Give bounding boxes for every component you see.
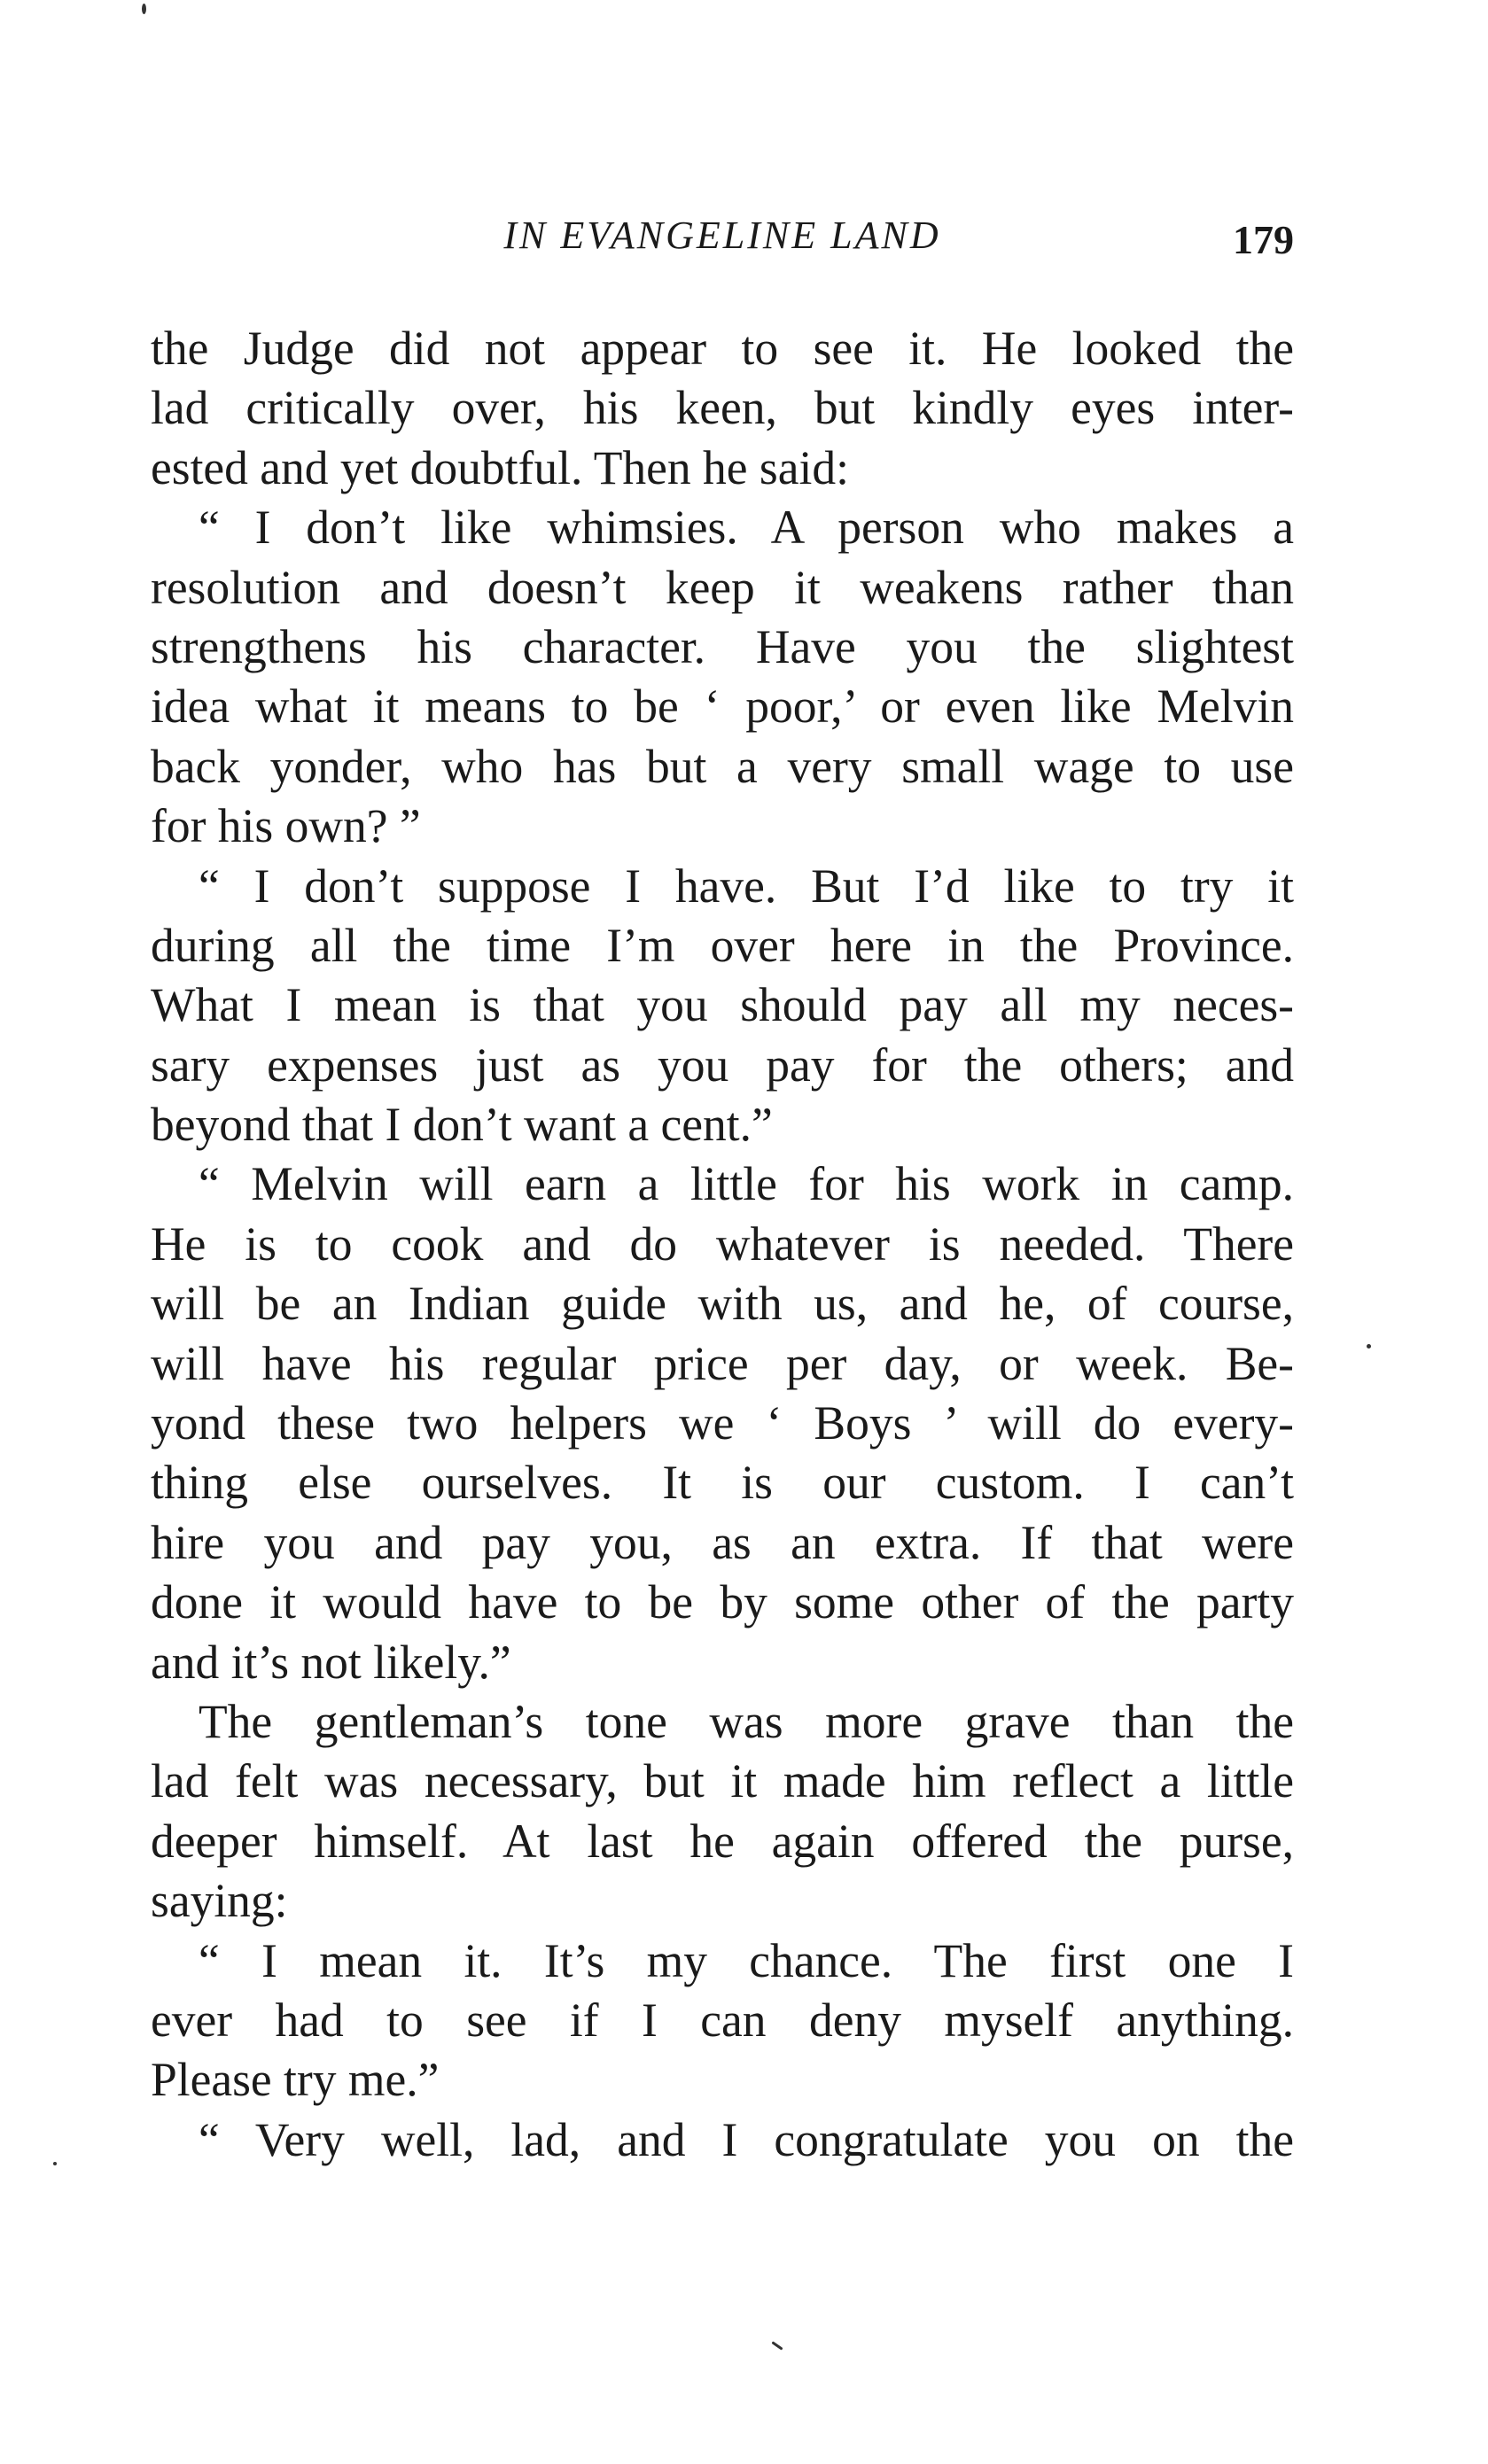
text-line: lad critically over, his keen, but kindly eyes inter- xyxy=(151,381,1294,435)
text-line: He is to cook and do whatever is needed. There xyxy=(151,1216,1294,1271)
text-line: “ I mean it. It’s my chance. The first one I xyxy=(199,1933,1294,1987)
text-line: during all the time I’m over here in the Province. xyxy=(151,918,1294,972)
body-text xyxy=(151,319,1294,2170)
text-line: saying: xyxy=(151,1874,288,1928)
text-line: back yonder, who has but a very small wage to use xyxy=(151,739,1294,793)
text-line: Please try me.” xyxy=(151,2053,440,2107)
text-line: done it would have to be by some other of the party xyxy=(151,1575,1294,1629)
text-line: deeper himself. At last he again offered the purse, xyxy=(151,1814,1294,1868)
text-line: thing else ourselves. It is our custom. I can’t xyxy=(151,1456,1294,1510)
text-line: The gentleman’s tone was more grave than the xyxy=(199,1694,1294,1748)
page-header xyxy=(151,213,1294,275)
scan-speck xyxy=(771,2341,783,2350)
text-line: “ I don’t suppose I have. But I’d like to try it xyxy=(199,859,1294,913)
text-line: will have his regular price per day, or week. Be- xyxy=(151,1336,1294,1390)
text-line: ever had to see if I can deny myself anything. xyxy=(151,1993,1294,2047)
text-line: and it’s not likely.” xyxy=(151,1635,511,1689)
text-line: hire you and pay you, as an extra. If that were xyxy=(151,1515,1294,1569)
text-line: strengthens his character. Have you the slightest xyxy=(151,619,1294,673)
text-line: sary expenses just as you pay for the others; and xyxy=(151,1038,1294,1092)
text-line: “ I don’t like whimsies. A person who makes a xyxy=(199,501,1294,555)
text-line: “ Very well, lad, and I congratulate you on the xyxy=(199,2112,1294,2166)
scan-speck xyxy=(142,4,146,14)
text-line: ested and yet doubtful. Then he said: xyxy=(151,440,849,494)
text-line: the Judge did not appear to see it. He looked the xyxy=(151,322,1294,375)
text-line: for his own? ” xyxy=(151,799,421,853)
text-line: “ Melvin will earn a little for his work in camp. xyxy=(199,1157,1294,1211)
text-line: idea what it means to be ‘ poor,’ or even like Melvin xyxy=(151,680,1294,734)
running-head: IN EVANGELINE LAND xyxy=(503,214,941,257)
page-number: 179 xyxy=(1233,217,1294,262)
scan-speck xyxy=(53,2162,57,2165)
scan-speck xyxy=(1367,1344,1371,1349)
text-line: will be an Indian guide with us, and he, of course, xyxy=(151,1277,1294,1331)
text-line: beyond that I don’t want a cent.” xyxy=(151,1098,773,1152)
text-line: yond these two helpers we ‘ Boys ’ will do every- xyxy=(151,1396,1294,1450)
text-line: What I mean is that you should pay all my neces- xyxy=(151,978,1294,1032)
text-line: resolution and doesn’t keep it weakens rather than xyxy=(151,560,1294,614)
text-line: lad felt was necessary, but it made him reflect a little xyxy=(151,1754,1294,1808)
